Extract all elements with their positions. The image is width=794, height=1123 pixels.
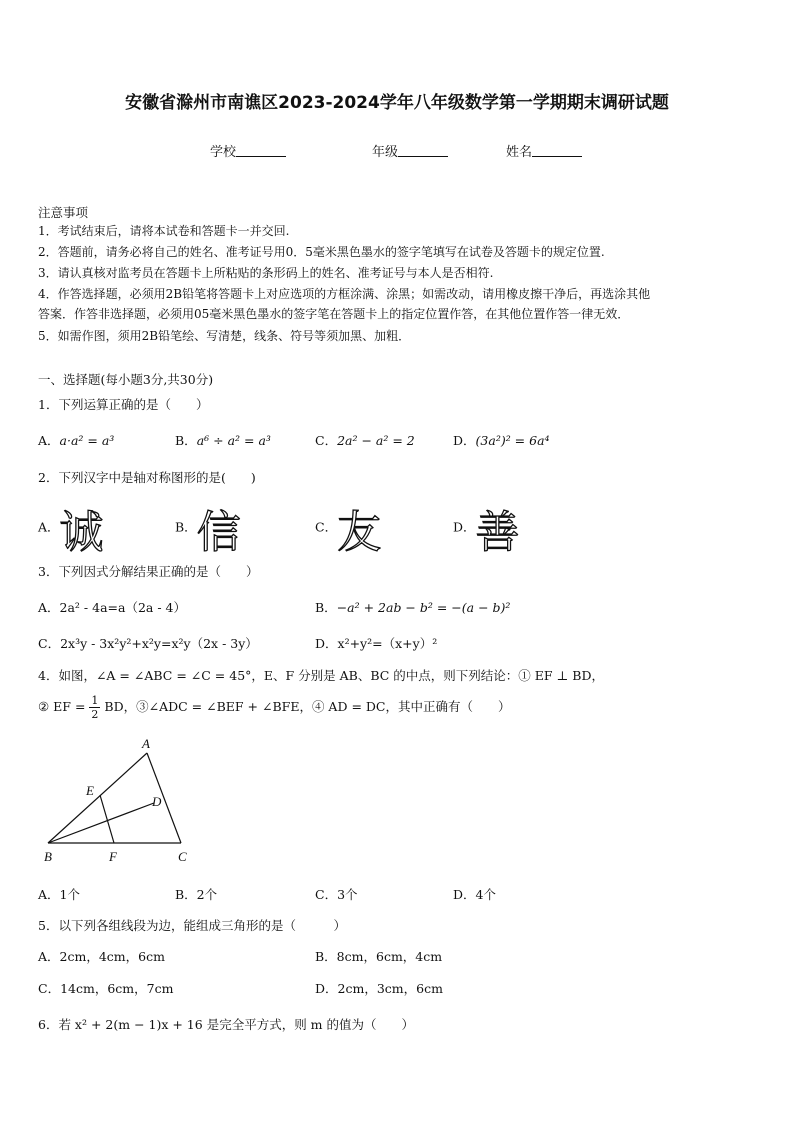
segment-ab — [48, 753, 147, 843]
grade-label: 年级 — [372, 145, 399, 160]
school-label: 学校 — [210, 145, 237, 160]
label-d: D — [152, 794, 162, 809]
q1-option-a: A．a·a² = a³ — [38, 433, 115, 448]
q2-char-d: 善 — [475, 507, 520, 558]
label-a: A — [142, 736, 150, 751]
q6-stem: 6．若 x² + 2(m − 1)x + 16 是完全平方式，则 m 的值为（ ） — [38, 1017, 414, 1032]
q2-option-c: C．友 — [315, 507, 382, 558]
q2-char-b: 信 — [196, 507, 241, 558]
q4-option-c: C．3个 — [315, 887, 358, 902]
label-c: C — [178, 849, 187, 864]
q4-option-b: B．2个 — [175, 887, 218, 902]
q4-triangle-figure — [38, 733, 198, 871]
q4-option-a: A．1个 — [38, 887, 80, 902]
grade-blank — [398, 144, 448, 157]
page-title: 安徽省滁州市南谯区2023-2024学年八年级数学第一学期期末调研试题 — [125, 93, 669, 113]
note-item: 答案．作答非选择题，必须用05毫米黑色墨水的签字笔在答题卡上的指定位置作答，在其他位置作答一律无效． — [38, 307, 630, 321]
q1-option-a-expr: a·a² = a³ — [59, 433, 115, 448]
q3-option-a: A．2a² - 4a=a（2a - 4） — [38, 600, 186, 615]
q4-option-d: D．4个 — [453, 887, 496, 902]
note-item: 5．如需作图，须用2B铅笔绘、写清楚，线条、符号等须加黑、加粗． — [38, 329, 411, 343]
q3-option-d: D．x²+y²=（x+y）² — [315, 636, 438, 651]
q3-option-b-expr: −a² + 2ab − b² = −(a − b)² — [336, 600, 511, 615]
q2-char-a: 诚 — [59, 507, 104, 558]
section-heading: 一、选择题(每小题3分,共30分) — [38, 372, 214, 387]
note-item: 2．答题前，请务必将自己的姓名、准考证号用0．5毫米黑色墨水的签字笔填写在试卷及答题卡的规定位置. — [38, 245, 605, 259]
q5-stem: 5．以下列各组线段为边，能组成三角形的是（ ） — [38, 918, 346, 933]
q1-option-c-expr: 2a² − a² = 2 — [337, 433, 415, 448]
q4-line1: 4．如图，∠A = ∠ABC = ∠C = 45°，E、F 分别是 AB、BC 的中点，则下列结论：① EF ⊥ BD， — [38, 668, 604, 683]
name-blank — [532, 144, 582, 157]
school-blank — [236, 144, 286, 157]
label-b: B — [44, 849, 52, 864]
grade-field — [372, 141, 448, 160]
q2-stem: 2．下列汉字中是轴对称图形的是( ) — [38, 470, 256, 485]
q1-option-d: D．(3a²)² = 6a⁴ — [453, 433, 550, 448]
q3-option-b: B．−a² + 2ab − b² = −(a − b)² — [315, 600, 511, 615]
name-label: 姓名 — [506, 145, 533, 160]
segment-bd — [48, 803, 154, 843]
label-f: F — [109, 849, 117, 864]
q4-line2: ② EF = $\frac{1}{2}$ BD，③∠ADC = ∠BEF + ∠BFE，④ AD = DC，其中正确有（ ） — [38, 694, 511, 721]
q2-option-a: A．诚 — [38, 507, 104, 558]
q2-option-d: D．善 — [453, 507, 520, 558]
label-e: E — [86, 783, 94, 798]
q2-char-c: 友 — [337, 507, 382, 558]
q1-stem: 1．下列运算正确的是（ ） — [38, 397, 209, 412]
q5-option-d: D．2cm，3cm，6cm — [315, 981, 443, 996]
q3-stem: 3．下列因式分解结果正确的是（ ） — [38, 564, 259, 579]
q2-option-b: B．信 — [175, 507, 241, 558]
q5-option-b: B．8cm，6cm，4cm — [315, 949, 443, 964]
notes-heading: 注意事项 — [38, 205, 89, 220]
q1-option-c: C．2a² − a² = 2 — [315, 433, 415, 448]
school-field — [210, 141, 286, 160]
note-item: 1．考试结束后，请将本试卷和答题卡一并交回. — [38, 224, 290, 238]
note-item: 4．作答选择题，必须用2B铅笔将答题卡上对应选项的方框涂满、涂黑；如需改动，请用橡皮擦干净后，再选涂其他 — [38, 287, 651, 301]
q1-option-b-expr: a⁶ ÷ a² = a³ — [196, 433, 271, 448]
q5-option-a: A．2cm，4cm，6cm — [38, 949, 165, 964]
q3-option-c: C．2x³y - 3x²y²+x²y=x²y（2x - 3y） — [38, 636, 258, 651]
note-item: 3．请认真核对监考员在答题卡上所粘贴的条形码上的姓名、准考证号与本人是否相符. — [38, 266, 494, 280]
name-field — [506, 141, 582, 160]
q1-option-b: B．a⁶ ÷ a² = a³ — [175, 433, 271, 448]
q4-fraction: $\frac{1}{2}$ — [91, 694, 99, 721]
q1-option-d-expr: (3a²)² = 6a⁴ — [475, 433, 550, 448]
q5-option-c: C．14cm，6cm，7cm — [38, 981, 174, 996]
